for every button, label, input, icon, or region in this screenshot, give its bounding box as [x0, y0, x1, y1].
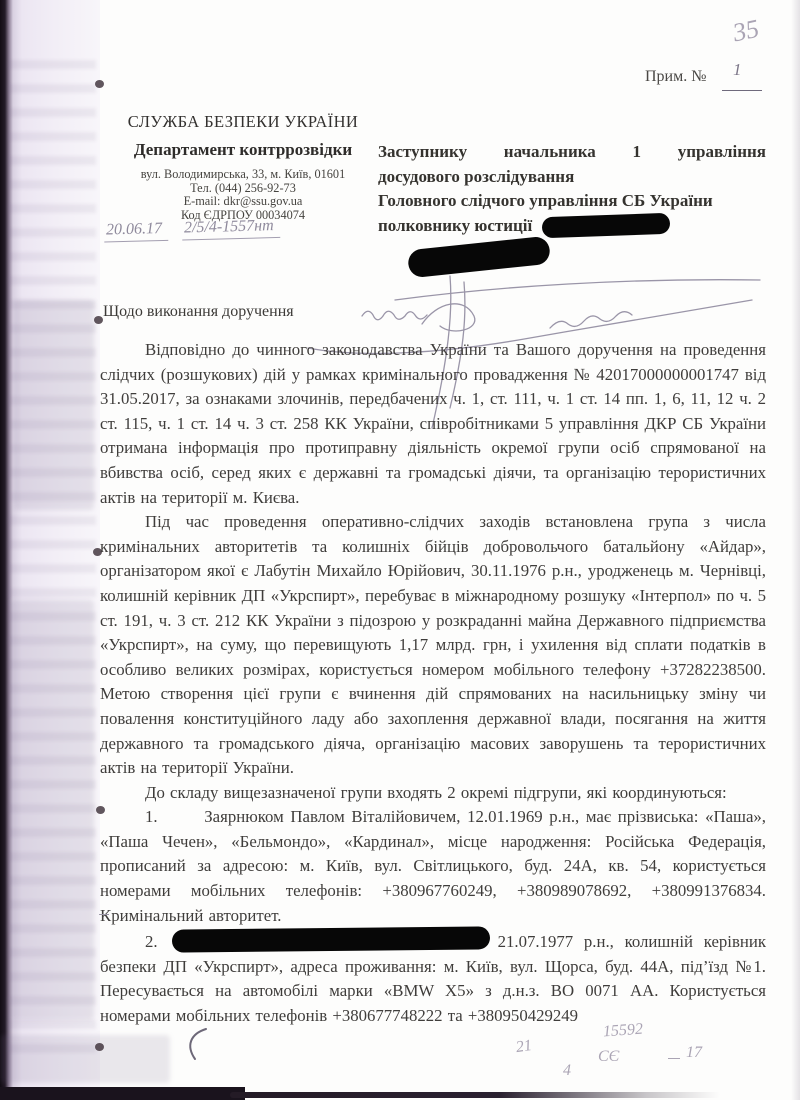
person-2-text: 21.07.1977 р.н., колишній керівник безпеки ДП «Укрспирт», адреса проживання: м. Київ, вул. Щорса, буд. 44А, під’їзд №1. Пересувається на автомобілі марки «BMW X5» з д.н.з. ВО 0071 АА. Користується номерами мобільних телефонів +380677748222 та +380950429249	[100, 932, 766, 1026]
paragraph-legal-basis: Відповідно до чинного законодавства України та Вашого доручення на проведення слідчих (розшукових) дій у рамках кримінального провадження № 42017000000001747 від 31.05.2017, за ознаками злочинів, передбачених ч. 1, ст. 111, ч. 1 ст. 14 пп. 1, 6, 11, 12 ч. 2 ст. 115, ч. 1 ст. 14 ч. 3 ст. 258 КК України, співробітниками 5 управління ДКР СБ України отримана інформація про протиправну діяльність окремої групи осіб спрямованої на вбивства осіб, серед яких є державні та громадські діячи, та організацію терористичних актів на території м. Києва.	[100, 340, 766, 507]
redaction-bar-name	[542, 213, 671, 238]
addressee-line-1: Заступнику начальника 1 управління	[378, 142, 766, 161]
addressee-rank: полковнику юстиції	[378, 215, 533, 235]
pencil-note-4: 4	[563, 1062, 571, 1079]
pencil-note-15592: 15592	[602, 1020, 644, 1041]
handwritten-ref-number: 2/5/4-1557нт	[182, 217, 280, 241]
paragraph-person-1: 1. Заярнюком Павлом Віталійовичем, 12.01.1969 р.н., має прізвиська: «Паша», «Паша Чечен», «Бельмондо», «Кардинал», місце народження: Російська Федерація, прописаний за адресою: м. Київ, вул. Світлицького, буд. 24А, кв. 54, користується номерами мобільних телефонів: +380967760249, +380989078692, +380991376834. Кримінальний авторитет.	[100, 807, 766, 925]
addressee-line-2: досудового розслідування	[378, 166, 575, 186]
org-phone: Тел. (044) 256-92-73	[190, 180, 296, 195]
binder-hole	[95, 80, 104, 88]
addressee-line-3: Головного слідчого управління СБ України	[378, 191, 713, 210]
org-edrpou-code: Код ЄДРПОУ 00034074	[180, 207, 306, 222]
document-body	[100, 338, 766, 1029]
pencil-note-ce: СЄ	[598, 1048, 620, 1065]
handwritten-copy-number: 1	[733, 60, 742, 79]
org-contacts	[104, 168, 382, 222]
bleed-through-patch	[10, 600, 94, 1020]
bleed-through-patch	[14, 300, 94, 510]
pencil-note-21: 21	[514, 1036, 534, 1057]
scan-right-edge	[791, 0, 800, 1100]
scan-bottom-shadow	[0, 1087, 245, 1100]
paragraph-person-2	[100, 928, 766, 1028]
subject-line: Щодо виконання доручення	[103, 303, 294, 320]
org-email: E-mail: dkr@ssu.gov.ua	[183, 194, 303, 209]
copy-number-underline	[722, 90, 762, 91]
copy-number-label: Прим. №	[645, 68, 707, 85]
org-name: СЛУЖБА БЕЗПЕКИ УКРАЇНИ	[127, 112, 359, 131]
pencil-hook-mark	[182, 1026, 212, 1062]
addressee-line-4	[378, 214, 766, 239]
handwritten-date: 20.06.17	[104, 220, 169, 243]
binder-hole	[95, 1043, 104, 1051]
bleed-through-patch	[0, 1035, 170, 1083]
org-address: вул. Володимирська, 33, м. Київ, 01601	[140, 167, 346, 181]
pencil-note-17: 17	[686, 1044, 702, 1061]
binder-hole	[94, 316, 103, 324]
scan-bottom-shadow	[230, 1092, 720, 1098]
pencil-margin-dash	[99, 914, 109, 915]
person-2-number: 2.	[145, 932, 158, 952]
department-name: Департамент контррозвідки	[133, 140, 353, 159]
addressee-block	[378, 140, 766, 238]
paragraph-subgroups-intro: До складу вищезазначеної групи входять 2 окремі підгрупи, які координуються:	[145, 782, 727, 802]
redaction-bar-person-2	[171, 927, 489, 953]
paragraph-group-description: Під час проведення оперативно-слідчих заходів встановлена група з числа кримінальних авторитетів та колишніх бійців добровольчого батальйону «Айдар», організатором якої є Лабутін Михайло Юрійович, 30.11.1976 р.н., уродженець м. Чернівці, колишній керівник ДП «Укрспирт», перебуває в міжнародному розшуку «Інтерпол» по ч. 5 ст. 191, ч. 3 ст. 212 КК України з підозрою у розкраданні майна Державного підприємства «Укрспирт», на суму, що перевищують 1,17 млрд. грн, і ухилення від сплати податків в особливо великих розмірах, користується номером мобільного телефону +37282238500. Метою створення цієї групи є вчинення дій спрямованих на насильницьку зміну чи повалення конституційного ладу або захоплення державної влади, посягання на життя державного та громадського діяча, організацію масових заворушень та терористичних актів на території України.	[100, 512, 766, 778]
handwritten-page-number: 35	[730, 13, 762, 48]
